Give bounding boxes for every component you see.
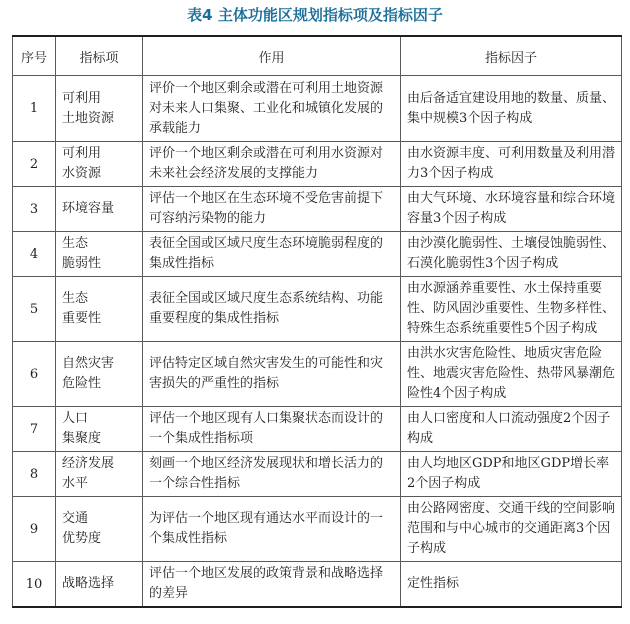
table-row (13, 562, 622, 608)
table-row (13, 342, 622, 407)
row-indicator-name: 环境容量 (56, 187, 143, 232)
row-number: 3 (13, 187, 56, 232)
row-number: 2 (13, 142, 56, 187)
header-name: 指标项 (56, 36, 143, 76)
header-factor: 指标因子 (401, 36, 622, 76)
indicator-table (12, 35, 622, 608)
row-indicator-name: 生态 脆弱性 (56, 232, 143, 277)
row-factor: 由后备适宜建设用地的数量、质量、集中规模3个因子构成 (401, 76, 622, 142)
row-effect: 评估特定区域自然灾害发生的可能性和灾害损失的严重性的指标 (143, 342, 401, 407)
row-indicator-name: 交通 优势度 (56, 497, 143, 562)
row-number: 8 (13, 452, 56, 497)
table-row (13, 497, 622, 562)
header-row (13, 36, 622, 76)
row-indicator-name: 自然灾害 危险性 (56, 342, 143, 407)
header-no: 序号 (13, 36, 56, 76)
row-effect: 表征全国或区域尺度生态环境脆弱程度的集成性指标 (143, 232, 401, 277)
row-number: 7 (13, 407, 56, 452)
table-caption: 表4 主体功能区规划指标项及指标因子 (187, 6, 443, 24)
row-indicator-name: 生态 重要性 (56, 277, 143, 342)
row-number: 6 (13, 342, 56, 407)
row-factor: 由人均地区GDP和地区GDP增长率2个因子构成 (401, 452, 622, 497)
row-indicator-name: 人口 集聚度 (56, 407, 143, 452)
row-effect: 评估一个地区现有人口集聚状态而设计的一个集成性指标项 (143, 407, 401, 452)
row-number: 9 (13, 497, 56, 562)
row-effect: 刻画一个地区经济发展现状和增长活力的一个综合性指标 (143, 452, 401, 497)
table-row (13, 232, 622, 277)
row-effect: 评估一个地区在生态环境不受危害前提下可容纳污染物的能力 (143, 187, 401, 232)
row-effect: 评价一个地区剩余或潜在可利用土地资源对未来人口集聚、工业化和城镇化发展的承载能力 (143, 76, 401, 142)
header-effect: 作用 (143, 36, 401, 76)
row-factor: 由沙漠化脆弱性、土壤侵蚀脆弱性、石漠化脆弱性3个因子构成 (401, 232, 622, 277)
table-row (13, 277, 622, 342)
row-number: 5 (13, 277, 56, 342)
table-row (13, 187, 622, 232)
row-indicator-name: 经济发展 水平 (56, 452, 143, 497)
row-factor: 由洪水灾害危险性、地质灾害危险性、地震灾害危险性、热带风暴潮危险性4个因子构成 (401, 342, 622, 407)
table-row (13, 142, 622, 187)
row-indicator-name: 战略选择 (56, 562, 143, 608)
row-indicator-name: 可利用 水资源 (56, 142, 143, 187)
table-row (13, 76, 622, 142)
row-factor: 由水资源丰度、可利用数量及利用潜力3个因子构成 (401, 142, 622, 187)
row-effect: 为评估一个地区现有通达水平而设计的一个集成性指标 (143, 497, 401, 562)
row-effect: 表征全国或区域尺度生态系统结构、功能重要程度的集成性指标 (143, 277, 401, 342)
row-factor: 由人口密度和人口流动强度2个因子构成 (401, 407, 622, 452)
row-factor: 由水源涵养重要性、水土保持重要性、防风固沙重要性、生物多样性、特殊生态系统重要性5个因子构成 (401, 277, 622, 342)
row-indicator-name: 可利用 土地资源 (56, 76, 143, 142)
row-effect: 评估一个地区发展的政策背景和战略选择的差异 (143, 562, 401, 608)
row-number: 4 (13, 232, 56, 277)
row-number: 10 (13, 562, 56, 608)
row-factor: 定性指标 (401, 562, 622, 608)
table-row (13, 452, 622, 497)
row-number: 1 (13, 76, 56, 142)
row-factor: 由大气环境、水环境容量和综合环境容量3个因子构成 (401, 187, 622, 232)
row-effect: 评价一个地区剩余或潜在可利用水资源对未来社会经济发展的支撑能力 (143, 142, 401, 187)
table-row (13, 407, 622, 452)
row-factor: 由公路网密度、交通干线的空间影响范围和与中心城市的交通距离3个因子构成 (401, 497, 622, 562)
